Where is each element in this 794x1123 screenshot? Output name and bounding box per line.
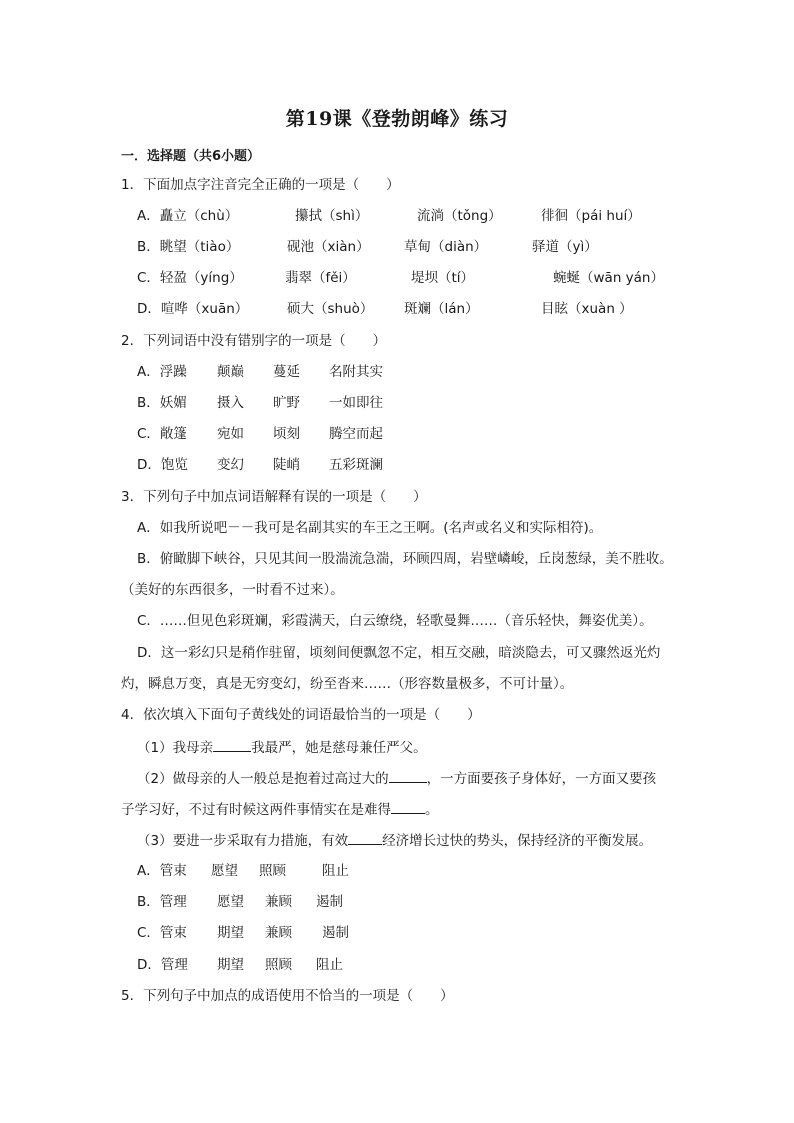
q4-option-a-item-1: A．管束: [137, 863, 187, 879]
question-3-stem: 3．下列句子中加点词语解释有误的一项是（ ）: [121, 489, 427, 505]
page-title: 第19课《登勃朗峰》练习: [285, 108, 509, 130]
q4-option-d-item-4: 阻止: [316, 957, 343, 973]
q2-option-d-item-4: 五彩斑澜: [329, 457, 383, 473]
q4-s3-text-after: 经济增长过快的势头，保持经济的平衡发展。: [382, 833, 653, 849]
q1-option-c-item-3: 堤坝（tí）: [411, 270, 475, 286]
q4-s2-text-end: 。: [425, 802, 439, 818]
q1-option-d-item-4: 目眩（xuàn ）: [541, 301, 633, 317]
q2-option-a-item-4: 名附其实: [329, 364, 383, 380]
q2-option-b-item-2: 摄入: [217, 395, 244, 411]
q4-option-d-item-1: D．管理: [137, 957, 188, 973]
q4-s1-text-before: （1）我母亲: [137, 740, 214, 756]
q1-option-a-item-4: 徘徊（pái huí）: [541, 208, 641, 224]
q4-option-a-item-2: 愿望: [211, 863, 238, 879]
q4-option-d-item-3: 照顾: [265, 957, 292, 973]
q4-sentence-2-line-1: [137, 768, 656, 788]
q4-s3-text-before: （3）要进一步采取有力措施，有效: [137, 833, 349, 849]
q2-option-b-item-4: 一如即往: [329, 395, 383, 411]
q4-sentence-1: [137, 737, 427, 757]
q2-option-a-item-3: 蔓延: [273, 364, 300, 380]
q2-option-a-item-2: 颠巅: [217, 364, 244, 380]
q1-option-d-item-2: 硕大（shuò）: [287, 301, 374, 317]
q4-option-b-item-3: 兼顾: [265, 894, 292, 910]
q4-s1-blank: [213, 737, 251, 752]
q4-option-b-item-1: B．管理: [137, 894, 187, 910]
q2-option-d-item-1: D．饱览: [137, 457, 188, 473]
question-4-stem: 4．依次填入下面句子黄线处的词语最恰当的一项是（ ）: [121, 707, 481, 723]
q4-option-d-item-2: 期望: [217, 957, 244, 973]
q2-option-d-item-2: 变幻: [217, 457, 244, 473]
q4-option-c-item-3: 兼顾: [265, 925, 292, 941]
q4-s2-blank-2: [391, 799, 425, 814]
q3-option-c: C．……但见色彩斑斓，彩霞满天，白云缭绕，轻歌曼舞……（音乐轻快，舞姿优美）。: [137, 613, 653, 629]
q4-sentence-3: [137, 830, 652, 850]
question-5-stem: 5．下列句子中加点的成语使用不恰当的一项是（ ）: [121, 988, 454, 1004]
q1-option-b-item-1: B．眺望（tiào）: [137, 239, 240, 255]
q1-option-a-item-1: A．矗立（chù）: [137, 208, 239, 224]
q4-option-b-item-2: 愿望: [217, 894, 244, 910]
section-heading: 一．选择题（共6小题）: [121, 149, 261, 164]
q1-option-b-item-3: 草甸（diàn）: [404, 239, 488, 255]
q1-option-a-item-3: 流淌（tǒng）: [417, 208, 502, 224]
q3-option-d-line-2: 灼，瞬息万变，真是无穷变幻，纷至沓来……（形容数量极多，不可计量）。: [121, 676, 574, 692]
q4-option-c-item-1: C．管束: [137, 925, 187, 941]
q1-option-a-item-2: 攥拭（shì）: [295, 208, 369, 224]
q4-s1-text-after: 我最严，她是慈母兼任严父。: [251, 740, 427, 756]
question-2-stem: 2．下列词语中没有错别字的一项是（ ）: [121, 333, 387, 349]
q4-sentence-2-line-2: [121, 799, 439, 819]
q1-option-c-item-4: 蜿蜒（wān yán）: [553, 270, 664, 286]
q1-option-b-item-4: 驿道（yì）: [532, 239, 598, 255]
q2-option-c-item-3: 顷刻: [273, 426, 300, 442]
q2-option-c-item-2: 宛如: [217, 426, 244, 442]
q4-s2-text-before: （2）做母亲的人一般总是抱着过高过大的: [137, 771, 389, 787]
q4-option-b-item-4: 遏制: [316, 894, 343, 910]
q1-option-c-item-1: C．轻盈（yíng）: [137, 270, 243, 286]
q3-option-a: A．如我所说吧－－我可是名副其实的车王之王啊。(名声或名义和实际相符)。: [137, 520, 603, 536]
q2-option-a-item-1: A．浮躁: [137, 364, 187, 380]
q4-option-a-item-3: 照顾: [259, 863, 286, 879]
q3-option-b-line-2: （美好的东西很多，一时看不过来）。: [121, 582, 344, 598]
q3-option-b-line-1: B．俯瞰脚下峡谷，只见其间一股湍流急湍，环顾四周，岩壁嶙峻，丘岗葱绿，美不胜收。: [137, 551, 673, 567]
q2-option-b-item-3: 旷野: [273, 395, 300, 411]
q4-option-c-item-4: 遏制: [322, 925, 349, 941]
q2-option-b-item-1: B．妖媚: [137, 395, 187, 411]
q4-s2-text-cont: 子学习好，不过有时候这两件事情实在是难得: [121, 802, 391, 818]
q4-s2-text-middle: ，一方面要孩子身体好，一方面又要孩: [426, 771, 657, 787]
q1-option-b-item-2: 砚池（xiàn）: [287, 239, 370, 255]
question-1-stem: 1．下面加点字注音完全正确的一项是（ ）: [121, 177, 400, 193]
q2-option-c-item-4: 腾空而起: [329, 426, 383, 442]
q4-s2-blank-1: [389, 768, 427, 783]
q4-option-c-item-2: 期望: [217, 925, 244, 941]
q4-option-a-item-4: 阻止: [322, 863, 349, 879]
q2-option-d-item-3: 陡峭: [273, 457, 300, 473]
q1-option-d-item-3: 斑斓（lán）: [404, 301, 479, 317]
q1-option-d-item-1: D．喧哗（xuān）: [137, 301, 249, 317]
q3-option-d-line-1: D．这一彩幻只是稍作驻留，顷刻间便飘忽不定，相互交融，暗淡隐去，可又骤然返光灼: [137, 645, 661, 661]
q4-s3-blank: [348, 830, 382, 845]
q1-option-c-item-2: 翡翠（fěi）: [285, 270, 356, 286]
q2-option-c-item-1: C．敞篷: [137, 426, 187, 442]
